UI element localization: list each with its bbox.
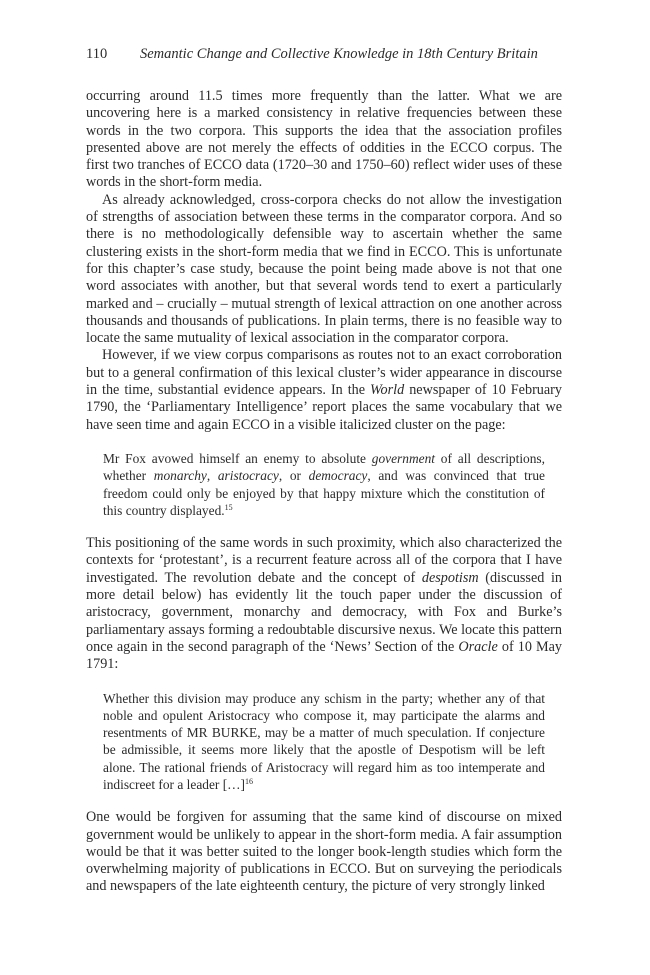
running-head <box>86 44 562 64</box>
running-title: Semantic Change and Collective Knowledge in 18th Century Britain <box>140 46 538 62</box>
paragraph-5: One would be forgiven for assuming that the same kind of discourse on mixed government would be unlikely to appear in the short-form media. A fair assumption would be that it was better suited to the longer book-length studies which form the overwhelming majority of publications in ECCO. But on surveying the periodicals and newspapers of the late eighteenth century, the picture of very strongly linked <box>86 809 562 895</box>
block-quote-oracle <box>103 690 545 794</box>
quote-text: Whether this division may produce any schism in the party; whether any of that noble and opulent Aristocracy who compose it, may participate the alarms and resentments of MR BURKE, may be a matter of much speculation. If conjecture be admissible, it seems more likely that the apostle of Despotism will be left alone. The rational friends of Aristocracy will regard him as too intemperate and indiscreet for a leader […]$^{16}$ <box>103 690 545 792</box>
footnote-ref-15[interactable]: 15 <box>224 502 233 512</box>
footnote-ref-16[interactable]: 16 <box>245 776 254 786</box>
paragraph-4: This positioning of the same words in such proximity, which also characterized the contexts for ‘protestant’, is a recurrent feature across all of the corpora that I have investigated. The revolution debate and the concept of despotism (discussed in more detail below) has evidently lit the touch paper under the discussion of aristocracy, government, monarchy and democracy, with Fox and Burke’s parliamentary assays forming a redoubtable discursive nexus. We locate this pattern once again in the second paragraph of the ‘News’ Section of the Oracle of 10 May 1791: <box>86 535 562 673</box>
quote-text: Mr Fox avowed himself an enemy to absolute government of all descriptions, whether monarchy, aristocracy, or democracy, and was convinced that true freedom could only be enjoyed by that happy mixture which the constitution of this country displayed.$^{15}$ <box>103 450 546 518</box>
paragraph-3: However, if we view corpus comparisons as routes not to an exact corroboration but to a general confirmation of this lexical cluster’s wider appearance in discourse in the time, substantial evidence appears. In the World newspaper of 10 February 1790, the ‘Parliamentary Intelligence’ report places the same vocabulary that we have seen time and again ECCO in a visible italicized cluster on the page: <box>86 347 562 433</box>
world-newspaper-title: World <box>370 382 405 399</box>
paragraph-1: occurring around 11.5 times more frequently than the latter. What we are uncovering here is a marked consistency in relative frequencies between these words in the two corpora. This supports the idea that the association profiles presented above are not merely the effects of oddities in the ECCO corpus. The first two tranches of ECCO data (1720–30 and 1750–60) reflect wider uses of these words in the short-form media. <box>86 88 562 191</box>
page-number: 110 <box>86 46 108 62</box>
oracle-newspaper-title: Oracle <box>458 638 498 655</box>
book-page <box>86 44 562 896</box>
block-quote-world <box>103 450 545 519</box>
paragraph-2: As already acknowledged, cross-corpora checks do not allow the investigation of strengths of association between these terms in the comparator corpora. And so there is no methodologically defensible way to ascertain whether the same clustering exists in the short-form media that we find in ECCO. This is unfortunate for this chapter’s case study, because the point being made above is not that one word associates with another, but that several words tend to exert a particularly marked and – crucially – mutual strength of lexical attraction on one another across thousands and thousands of publications. In plain terms, there is no feasible way to locate the same mutuality of lexical association in the comparator corpora. <box>86 191 562 347</box>
